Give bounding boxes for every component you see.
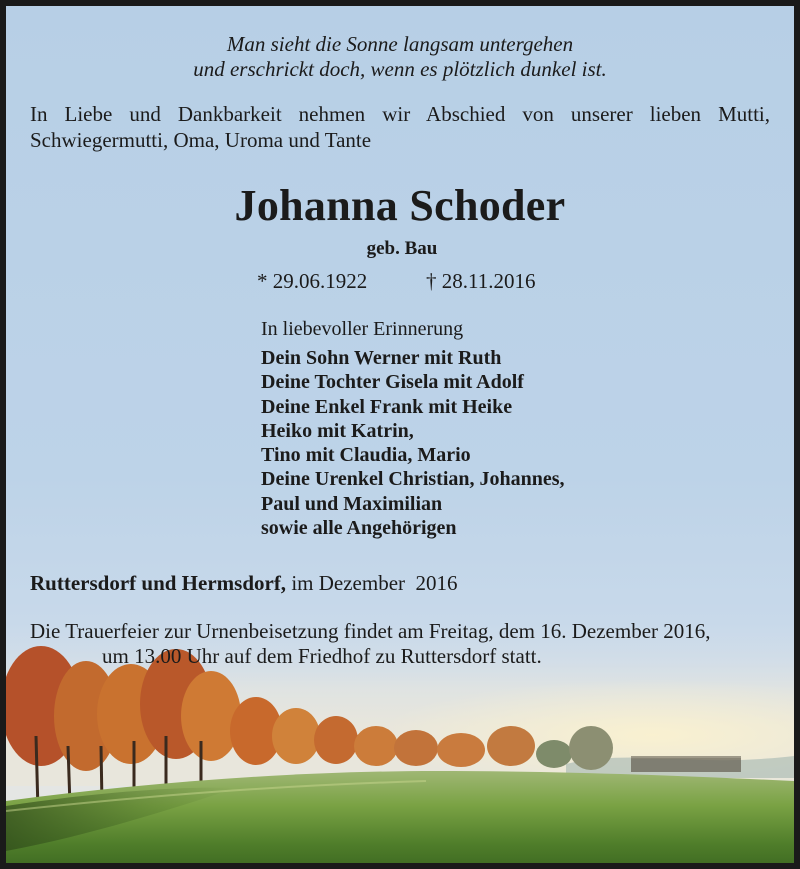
place-and-date — [30, 571, 458, 596]
mourner-line: Deine Enkel Frank mit Heike — [261, 395, 513, 418]
place-names: Ruttersdorf und Hermsdorf, — [30, 571, 287, 595]
mourner-line: Dein Sohn Werner mit Ruth — [261, 347, 502, 369]
service-line-2: um 13.00 Uhr auf dem Friedhof zu Ruttersdorf statt. — [102, 644, 542, 668]
motto-line-1: Man sieht die Sonne langsam untergehen — [226, 32, 574, 56]
mourner-line: Deine Tochter Gisela mit Adolf — [261, 371, 524, 394]
death-date: † 28.11.2016 — [426, 269, 536, 293]
mourner-line: Paul und Maximilian — [261, 492, 443, 515]
autumn-landscape-image — [6, 636, 794, 869]
mourner-line: Heiko mit Katrin, — [261, 419, 414, 442]
birth-date: * 29.06.1922 — [257, 269, 368, 293]
intro-line-1: In Liebe und Dankbarkeit nehmen wir Abschied von unserer lieben Mutti, — [30, 102, 770, 126]
motto-line-2: und erschrickt doch, wenn es plötzlich dunkel ist. — [193, 57, 607, 81]
mourner-line: Deine Urenkel Christian, Johannes, — [261, 468, 565, 491]
deceased-name: Johanna Schoder — [234, 181, 566, 230]
remembrance-heading: In liebevoller Erinnerung — [261, 318, 464, 340]
intro-text — [30, 101, 770, 153]
service-info — [30, 619, 780, 669]
mourner-line: Tino mit Claudia, Mario — [261, 444, 471, 467]
mourner-line: sowie alle Angehörigen — [261, 517, 457, 540]
service-line-1: Die Trauerfeier zur Urnenbeisetzung findet am Freitag, dem 16. Dezember 2016, — [30, 619, 711, 643]
notice-date: im Dezember 2016 — [286, 571, 458, 595]
intro-line-2: Schwiegermutti, Oma, Uroma und Tante — [30, 128, 372, 152]
mourners-list — [261, 346, 565, 540]
birth-name: geb. Bau — [366, 238, 438, 259]
